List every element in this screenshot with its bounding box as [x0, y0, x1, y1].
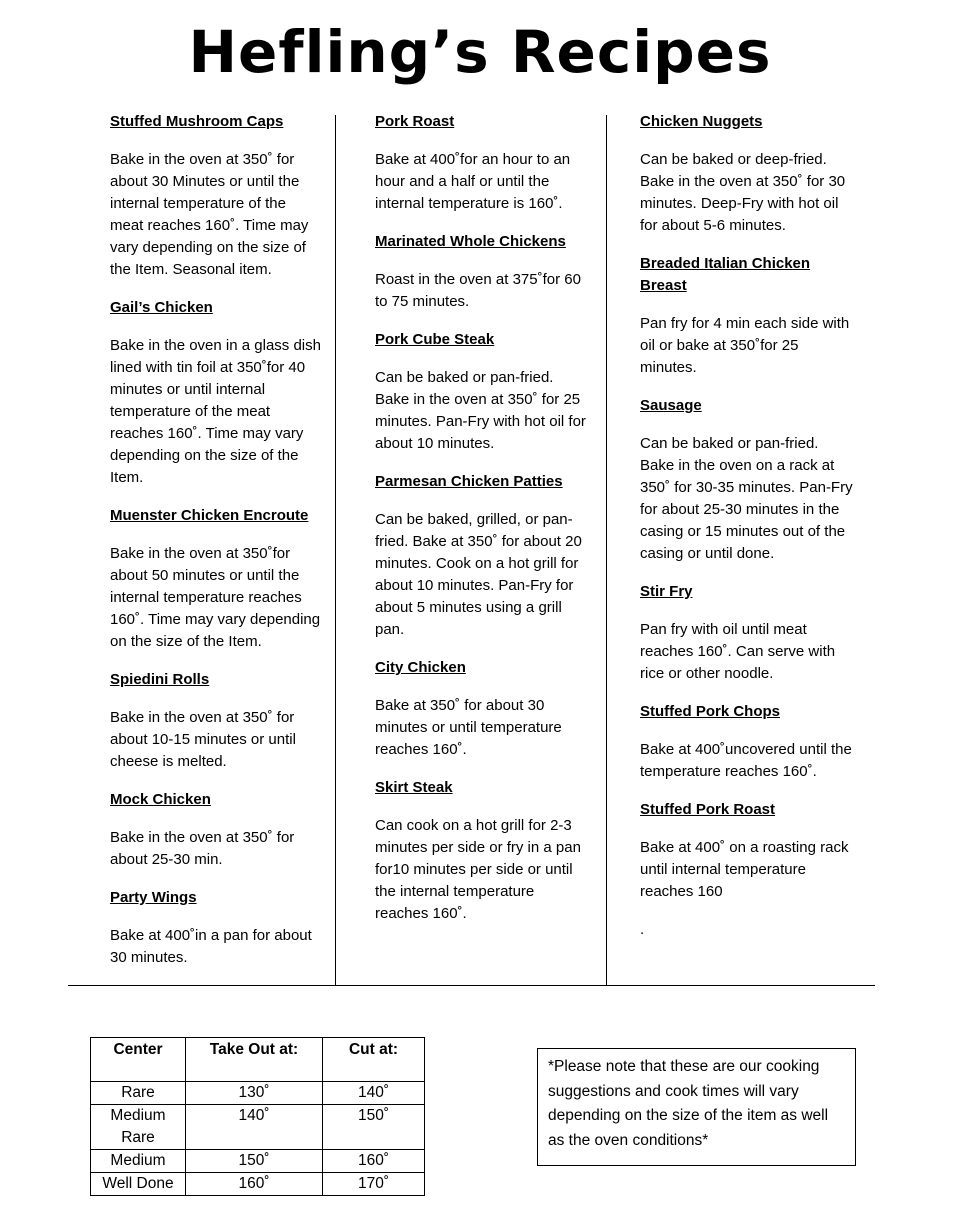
recipe-name: Parmesan Chicken Patties	[375, 473, 563, 490]
recipe-desc: Can be baked or deep-fried. Bake in the oven at 350˚ for 30 minutes. Deep-Fry with hot oil for about 5-6 minutes.	[640, 151, 846, 234]
table-row	[91, 1150, 425, 1173]
recipe-desc: Bake in the oven at 350˚ for about 10-15 minutes or until cheese is melted.	[110, 709, 296, 770]
recipe-name: Chicken Nuggets	[640, 113, 763, 130]
recipe-desc: Bake at 400˚in a pan for about 30 minutes.	[110, 927, 312, 966]
recipe-desc: Bake at 400˚uncovered until the temperature reaches 160˚.	[640, 741, 852, 780]
table-cell: 130˚	[186, 1082, 323, 1105]
recipe-name: Gail’s Chicken	[110, 299, 213, 316]
recipe-name: Stuffed Mushroom Caps	[110, 113, 284, 130]
recipe-desc: Bake at 400˚for an hour to an hour and a half or until the internal temperature is 160˚.	[375, 151, 571, 212]
recipe-item	[640, 111, 854, 237]
recipe-item	[375, 231, 589, 313]
recipe-name: City Chicken	[375, 659, 466, 676]
table-cell: 140˚	[186, 1105, 323, 1150]
recipe-name: Skirt Steak	[375, 779, 453, 796]
table-cell: Rare	[91, 1082, 186, 1105]
table-header-cell: Center	[91, 1038, 186, 1082]
recipe-column-1	[110, 111, 322, 985]
recipe-item	[640, 799, 854, 903]
cooking-disclaimer-box: *Please note that these are our cooking suggestions and cook times will vary depending on the size of the item as well as the oven conditions*	[537, 1048, 856, 1166]
recipe-item	[375, 329, 589, 455]
recipe-desc: Bake in the oven at 350˚for about 50 minutes or until the internal temperature reaches 160˚. Time may vary depending on the size of the Item.	[110, 545, 321, 650]
recipe-item	[110, 789, 322, 871]
recipe-desc: Bake at 400˚ on a roasting rack until internal temperature reaches 160	[640, 839, 849, 900]
recipe-desc: Roast in the oven at 375˚for 60 to 75 minutes.	[375, 271, 581, 310]
recipe-name: Sausage	[640, 397, 702, 414]
table-cell: 160˚	[323, 1150, 425, 1173]
table-row	[91, 1082, 425, 1105]
recipe-desc: Bake at 350˚ for about 30 minutes or until temperature reaches 160˚.	[375, 697, 562, 758]
table-cell: Medium	[91, 1150, 186, 1173]
recipe-item	[375, 777, 589, 925]
recipe-name: Stuffed Pork Roast	[640, 801, 776, 818]
recipe-item	[640, 919, 854, 941]
table-cell: 150˚	[323, 1105, 425, 1150]
recipe-desc: Pan fry with oil until meat reaches 160˚. Can serve with rice or other noodle.	[640, 621, 836, 682]
recipe-desc: Bake in the oven at 350˚ for about 25-30 min.	[110, 829, 295, 868]
table-cell: 170˚	[323, 1173, 425, 1196]
table-header-cell: Take Out at:	[186, 1038, 323, 1082]
table-cell: Well Done	[91, 1173, 186, 1196]
column-divider-right	[606, 115, 607, 986]
page-title: Hefling’s Recipes	[188, 18, 772, 86]
recipe-name: Party Wings	[110, 889, 197, 906]
recipe-name: Stir Fry	[640, 583, 693, 600]
recipe-column-2	[375, 111, 589, 941]
column-divider-left	[335, 115, 336, 986]
recipe-item	[110, 111, 322, 281]
table-cell: 140˚	[323, 1082, 425, 1105]
table-cell: 160˚	[186, 1173, 323, 1196]
recipe-item	[640, 253, 854, 379]
recipe-item	[375, 657, 589, 761]
table-row	[91, 1105, 425, 1150]
recipe-item	[375, 471, 589, 641]
recipe-item	[640, 701, 854, 783]
table-header-row	[91, 1038, 425, 1082]
recipe-desc: Pan fry for 4 min each side with oil or bake at 350˚for 25 minutes.	[640, 315, 850, 376]
doneness-table	[90, 1037, 425, 1196]
recipe-desc: Can be baked or pan-fried. Bake in the oven at 350˚ for 25 minutes. Pan-Fry with hot oil for about 10 minutes.	[375, 369, 586, 452]
recipe-name: Pork Cube Steak	[375, 331, 495, 348]
table-cell: Medium Rare	[91, 1105, 186, 1150]
recipe-item	[110, 297, 322, 489]
recipe-item	[640, 395, 854, 565]
recipe-name: Pork Roast	[375, 113, 455, 130]
table-header-cell: Cut at:	[323, 1038, 425, 1082]
recipe-column-3	[640, 111, 854, 957]
table-row	[91, 1173, 425, 1196]
recipe-item	[110, 505, 322, 653]
section-divider	[68, 985, 875, 986]
recipe-item	[110, 669, 322, 773]
recipe-desc: Bake in the oven in a glass dish lined with tin foil at 350˚for 40 minutes or until internal temperature of the meat reaches 160˚. Time may vary depending on the size of the Item.	[110, 337, 321, 486]
recipe-name: Muenster Chicken Encroute	[110, 507, 309, 524]
recipe-name: Mock Chicken	[110, 791, 211, 808]
recipe-desc: Can be baked, grilled, or pan-fried. Bake at 350˚ for about 20 minutes. Cook on a hot grill for about 10 minutes. Pan-Fry for about 5 minutes using a grill pan.	[375, 511, 582, 638]
recipe-item	[640, 581, 854, 685]
recipe-item	[110, 887, 322, 969]
recipe-desc: .	[640, 921, 645, 938]
recipe-desc: Bake in the oven at 350˚ for about 30 Minutes or until the internal temperature of the meat reaches 160˚. Time may vary depending on the size of the Item. Seasonal item.	[110, 151, 309, 278]
recipe-name: Stuffed Pork Chops	[640, 703, 781, 720]
recipe-name: Breaded Italian Chicken Breast	[640, 255, 811, 294]
recipe-name: Spiedini Rolls	[110, 671, 210, 688]
table-cell: 150˚	[186, 1150, 323, 1173]
recipe-desc: Can be baked or pan-fried. Bake in the oven on a rack at 350˚ for 30-35 minutes. Pan-Fry for about 25-30 minutes in the casing or 15 minutes out of the casing or until done.	[640, 435, 853, 562]
recipe-name: Marinated Whole Chickens	[375, 233, 566, 250]
recipe-item	[375, 111, 589, 215]
recipe-desc: Can cook on a hot grill for 2-3 minutes per side or fry in a pan for10 minutes per side or until the internal temperature reaches 160˚.	[375, 817, 581, 922]
